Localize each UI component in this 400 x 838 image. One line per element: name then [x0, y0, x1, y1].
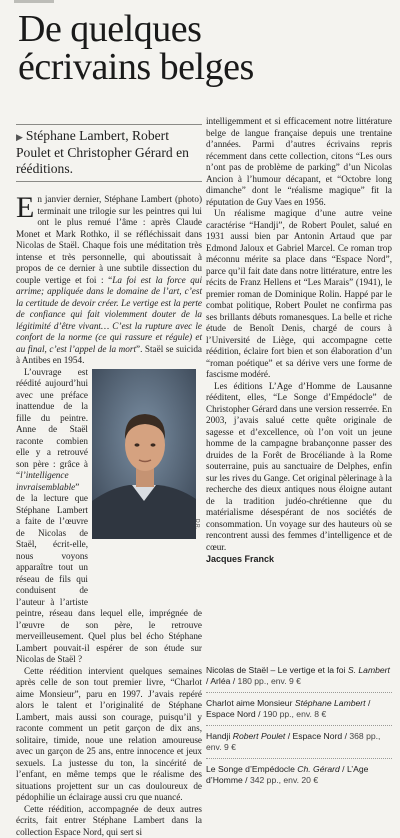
author-photo	[92, 369, 202, 597]
ref-title: Handji	[206, 731, 230, 741]
ref-publisher: Arléa	[210, 676, 230, 686]
lead-subtitle	[16, 128, 202, 177]
lead-text: Stéphane Lambert, Robert Poulet et Christopher Gérard en rééditions.	[16, 128, 189, 176]
book-reference: Nicolas de Staël – Le vertige et la foi S. Lambert / Arléa / 180 pp., env. 9 €	[206, 660, 392, 693]
ref-title: Charlot aime Monsieur	[206, 698, 292, 708]
ref-title: Nicolas de Staël – Le vertige et la foi	[206, 665, 346, 675]
ref-author: Ch. Gérard	[297, 764, 340, 774]
ref-publisher: Espace Nord	[206, 709, 256, 719]
book-reference: Charlot aime Monsieur Stéphane Lambert / Espace Nord / 190 pp., env. 8 €	[206, 693, 392, 726]
text-run: ”. Staël se suicida à Antibes en 1954.	[16, 344, 202, 366]
text-run: L’ouvrage est réédité aujourd’hui avec une préface inattendue de la fille du peintre. Anne de Staël raconte combien elle y a retrouvé son père : grâce à “	[16, 367, 88, 481]
quote-run: La foi est la force qui arrime; appliquée dans le domaine de l’art, c’est la certitude de devoir créer. Le vertige est la perte de confiance qui fait violemment douter de la légitimité d’être vivant… C’est la rupture avec le confort de la norme (ce qui rassure et régule) et au final, c’est l’appel de la mort	[16, 275, 202, 354]
ref-title: Le Songe d’Empédocle	[206, 764, 295, 774]
paragraph: Cette réédition intervient quelques semaines après celle de son tout premier livre, “Charlot aime Monsieur”, paru en 1997. J’avais repéré alors le talent et l’originalité de Stéphane Lambert, mais aussi son courage, puisqu’il y raconte comment un petit garçon de dix ans, solitaire, timide, noue une relation amoureuse avec un garçon de 25 ans, entre innocence et jeux sexuels. La justesse du ton, la sincérité de l’enfant, en même temps que le réalisme des situations projettent sur un cas douloureux de pédophilie un éclairage aussi cru que nuancé.	[16, 666, 202, 804]
text-run: n janvier dernier, Stéphane Lambert (photo) terminait une trilogie sur les peintres qui lui ont le plus remué l’âme : après Claude Monet et Mark Rothko, il se réfléchissait dans Nicolas de Staël. Chaque fois une méditation très intense et très personnelle, qui aboutissait à propos de ce dernier à une subtile dissection du couple vertige et foi : “	[16, 194, 202, 285]
text-run: ” de la lecture que Stéphane Lambert a faite de l’œuvre de Nicolas de Staël, écrit-elle, nous voyons apparaître tout un réseau de fils qui conduisent de l’auteur à l’artiste peintre, réseau dans lequel elle, imprégnée de l’œuvre de son père, le retrouve merveilleusement. Quel plus bel écho Stéphane Lambert pouvait-il espérer de son étude sur Nicolas de Staël ?	[16, 482, 202, 665]
ref-publisher: L’Age d’Homme	[206, 764, 368, 785]
ref-meta: 368 pp., env. 9 €	[206, 731, 380, 752]
paragraph	[16, 194, 202, 367]
triangle-bullet-icon: ▶	[16, 132, 23, 142]
quote-run: l’intelligence invraisemblable	[16, 470, 75, 492]
title-line-1: De quelques	[18, 10, 388, 48]
title-line-2: écrivains belges	[18, 48, 388, 86]
book-references	[206, 660, 392, 791]
ref-author: Robert Poulet	[233, 731, 286, 741]
author-signature: Jacques Franck	[206, 554, 392, 566]
portrait-photo	[92, 369, 196, 539]
paragraph: Cette réédition, accompagnée de deux autres écrits, fait entrer Stéphane Lambert dans la collection Espace Nord, qui sert si	[16, 804, 202, 838]
ref-meta: 180 pp., env. 9 €	[238, 676, 301, 686]
book-reference: Le Songe d’Empédocle Ch. Gérard / L’Age d’Homme / 342 pp., env. 20 €	[206, 759, 392, 791]
ref-author: S. Lambert	[348, 665, 390, 675]
right-column	[206, 116, 392, 566]
photo-credit: D.R.	[191, 519, 203, 529]
paragraph: Un réalisme magique d’une autre veine caractérise “Handji”, de Robert Poulet, salué en 1931 aussi bien par Antonin Artaud que par Edmond Jaloux et Gabriel Marcel. Ce roman trop méconnu mérite sa place dans “Espace Nord”, parce qu’il fait date dans notre littérature, entre les récits de Franz Hellens et “Les Marais” (1941), le premier roman de Dominique Rolin. Happé par le combat politique, Robert Poulet ne confirma pas ses brillants débuts romanesques. La belle et riche étude de Benoît Denis, chargé de cours à l’Université de Liège, qui accompagne cette réédition, éclaire fort bien et son élaboration d’un “roman poétique” et sa dérive vers une forme de fascisme modéré.	[206, 208, 392, 381]
dropcap: E	[16, 195, 34, 220]
article-title	[18, 10, 388, 86]
paragraph: Les éditions L’Age d’Homme de Lausanne rééditent, elles, “Le Songe d’Empédocle” de Christopher Gérard dans une version resserrée. En 2003, j’avais salué cette quête originale de sagesse et d’excellence, où l’on voit un jeune homme de la campagne brabançonne passer des druides de la Forêt de Brocéliande à la Rome souterraine, puis au sanctuaire de Delphes, enfin sur les rives du Gange. Cet original pèlerinage à la recherche des dieux antiques nous éloigne autant de la tradition judéo-chrétienne que du matérialisme désespérant de nos sociétés de consommation. Un voyage sur des hauteurs où se rencontrent aussi des femmes d’intelligence et de cœur.	[206, 381, 392, 554]
left-column	[16, 194, 202, 838]
top-section-mark	[14, 0, 54, 3]
book-reference: Handji Robert Poulet / Espace Nord / 368 pp., env. 9 €	[206, 726, 392, 759]
paragraph: intelligemment et si efficacement notre littérature belge de langue française depuis une trentaine d’années. Parmi d’autres écrivains repris récemment dans cette collection, citons “Les ours n’ont pas de problème de parking” d’un Nicolas Ancion à l’humour décapant, et “Octobre long dimanche” dont le “réalisme magique” fit la réputation de Guy Vaes en 1956.	[206, 116, 392, 208]
ref-author: Stéphane Lambert	[295, 698, 366, 708]
ref-publisher: Espace Nord	[293, 731, 343, 741]
ref-meta: 190 pp., env. 8 €	[263, 709, 326, 719]
lead-rule-bottom	[16, 181, 202, 182]
ref-meta: 342 pp., env. 20 €	[250, 775, 318, 785]
lead-rule-top	[16, 124, 202, 125]
